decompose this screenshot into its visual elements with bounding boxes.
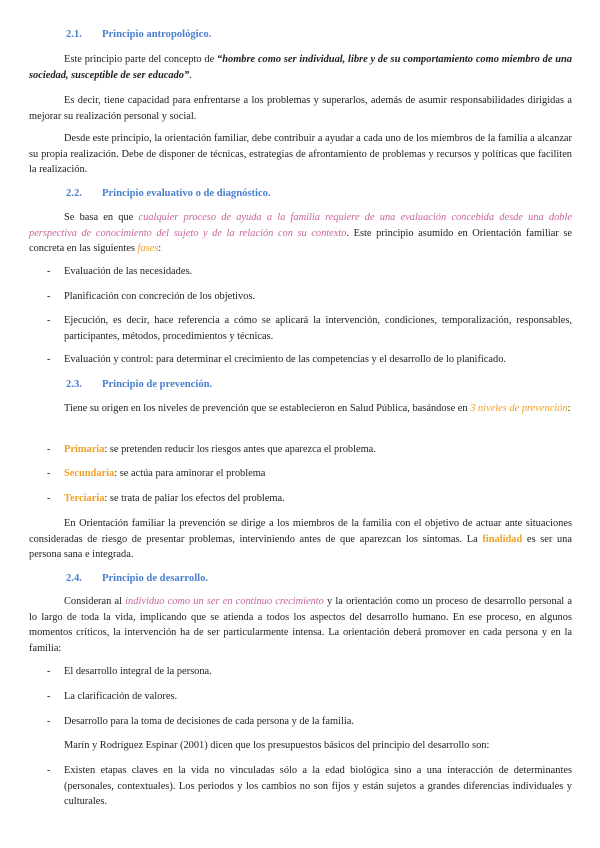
list-item-text: Existen etapas claves en la vida no vinculadas sólo a la edad biológica sino a una interacción de determinantes (personales, contextuales). Los periodos y los cambios no son fijos y están sujetos a grandes diferencias individuales y culturales. xyxy=(64,765,572,808)
list-dash: - xyxy=(47,765,51,776)
paragraph-text: En Orientación familiar la prevención se dirige a los miembros de la familia con el objetivo de actuar ante situaciones consideradas de riesgo de presentar problemas, interviniendo antes de que aparezcan los síntomas. La xyxy=(29,518,572,545)
section-title: Principio de desarrollo. xyxy=(102,573,209,584)
paragraph-prevention-family xyxy=(29,516,572,563)
section-heading-2-1 xyxy=(66,27,566,43)
list-item-text xyxy=(64,442,572,458)
list-item-text xyxy=(64,466,572,482)
section-number: 2.3. xyxy=(66,379,82,390)
list-dash: - xyxy=(47,266,51,277)
paragraph-text: es ser una persona sana e integrada. xyxy=(29,533,572,561)
list-dash: - xyxy=(47,468,51,479)
list-item-text: La clarificación de valores. xyxy=(64,691,178,702)
highlighted-text: cualquier proceso de ayuda a la familia requiere de una evaluación concebida desde una doble perspectiva de conocimiento del sujeto y de la relación con su contexto xyxy=(29,212,572,239)
highlighted-text: 3 niveles de prevención xyxy=(470,403,568,414)
list-dash: - xyxy=(47,691,51,702)
paragraph-text: : xyxy=(158,243,162,255)
section-number: 2.1. xyxy=(66,29,82,40)
highlighted-text: individuo como un ser en continuo crecimiento xyxy=(125,596,324,607)
paragraph-evaluation xyxy=(29,210,572,257)
highlighted-word: finalidad xyxy=(482,533,523,545)
paragraph-text: . Este principio asumido en Orientación familiar se concreta en las siguientes xyxy=(29,227,572,255)
list-dash: - xyxy=(47,444,51,455)
list-item-text xyxy=(64,491,572,507)
term: Primaria xyxy=(64,444,105,455)
list-item-text: Evaluación de las necesidades. xyxy=(64,266,193,277)
paragraph-text: : xyxy=(567,403,571,414)
list-dash: - xyxy=(47,716,51,727)
quote-text: “hombre como ser individual, libre y de su comportamiento como miembro de una sociedad, susceptible de ser educado” xyxy=(29,54,572,81)
paragraph-text: Consideran al xyxy=(64,596,126,607)
list-dash: - xyxy=(47,354,51,365)
term: Terciaria xyxy=(64,493,105,504)
paragraph-capacity: Es decir, tiene capacidad para enfrentarse a los problemas y superarlos, además de asumir responsabilidades dirigidas a mejorar su realización personal y social. xyxy=(29,95,572,122)
section-heading-2-2 xyxy=(66,186,566,202)
paragraph-family-orientation: Desde este principio, la orientación familiar, debe contribuir a ayudar a cada uno de los miembros de la familia a alcanzar su propia realización. Debe de disponer de técnicas, estrategias de afrontamiento de problemas y recursos y políticas que faciliten la realización. xyxy=(29,133,572,176)
list-item-text: Planificación con concreción de los objetivos. xyxy=(64,291,256,302)
section-heading-2-3 xyxy=(66,377,566,393)
paragraph-prevention-origin xyxy=(29,401,572,417)
term-description: : se pretenden reducir los riesgos antes que aparezca el problema. xyxy=(104,444,376,455)
highlighted-word: fases xyxy=(137,243,159,255)
paragraph-text: Este principio parte del concepto de xyxy=(64,54,218,65)
paragraph-text: Tiene su origen en los niveles de prevención que se establecieron en Salud Pública, basándose en xyxy=(64,403,471,414)
term-description: : se trata de paliar los efectos del problema. xyxy=(104,493,285,504)
section-title: Principio evaluativo o de diagnóstico. xyxy=(102,188,271,199)
list-item-text: Evaluación y control: para determinar el crecimiento de las competencias y el desarrollo de lo planificado. xyxy=(64,354,506,365)
section-title: Principio de prevención. xyxy=(102,379,213,390)
term-description: : se actúa para aminorar el problema xyxy=(114,468,266,479)
paragraph-text: . xyxy=(189,69,192,81)
paragraph-text: Se basa en que xyxy=(64,212,139,223)
list-dash: - xyxy=(47,315,51,326)
paragraph-text: y la orientación como un proceso de desarrollo personal a lo largo de toda la vida, implicando que se atienda a todos los aspectos del desarrollo humano. En ese proceso, en algunos momentos críticos, la intervención ha de ser particularmente intensa. La orientación deberá promover en cada persona y en la familia: xyxy=(29,596,572,654)
list-item-text: Desarrollo para la toma de decisiones de cada persona y de la familia. xyxy=(64,716,354,727)
paragraph-marin-rodriguez: Marín y Rodríguez Espinar (2001) dicen que los presupuestos básicos del principio del desarrollo son: xyxy=(64,740,490,751)
list-dash: - xyxy=(47,493,51,504)
list-item-text: Ejecución, es decir, hace referencia a cómo se aplicará la intervención, condiciones, temporalización, responsables, participantes, métodos, procedimientos y técnicas. xyxy=(64,315,572,342)
section-number: 2.2. xyxy=(66,188,82,199)
paragraph-concept xyxy=(29,52,572,83)
list-dash: - xyxy=(47,291,51,302)
term: Secundaria xyxy=(64,468,115,479)
list-item-text: El desarrollo integral de la persona. xyxy=(64,666,212,677)
section-heading-2-4 xyxy=(66,571,566,587)
paragraph-development xyxy=(29,594,572,656)
section-title: Principio antropológico. xyxy=(102,29,212,40)
section-number: 2.4. xyxy=(66,573,82,584)
list-dash: - xyxy=(47,666,51,677)
